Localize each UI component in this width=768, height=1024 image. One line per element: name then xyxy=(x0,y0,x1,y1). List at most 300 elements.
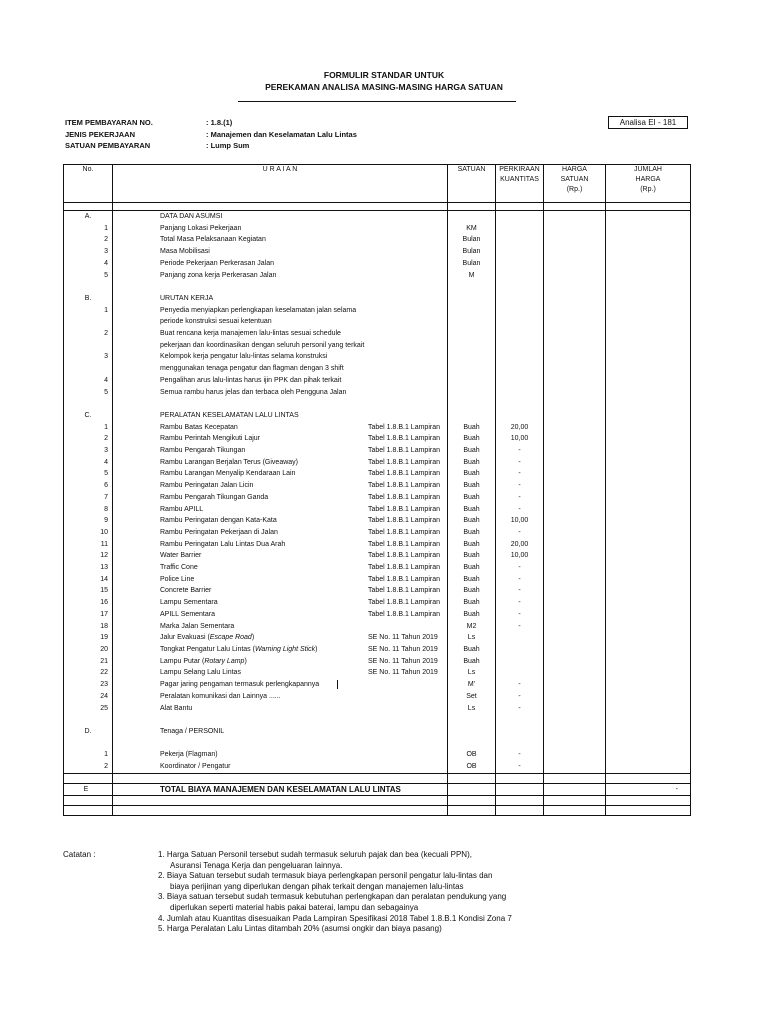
row-number: 5 xyxy=(64,270,113,282)
row-satuan: Buah xyxy=(448,492,496,504)
row-number: 13 xyxy=(64,562,113,574)
row-satuan: Buah xyxy=(448,457,496,469)
row-number: 7 xyxy=(64,492,113,504)
table-row xyxy=(64,363,691,375)
empty-cell xyxy=(496,258,544,270)
section-code: A. xyxy=(64,211,113,223)
empty-cell xyxy=(606,340,691,352)
row-description: Buat rencana kerja manajemen lalu-lintas sesuai schedule xyxy=(113,328,448,340)
row-satuan: Buah xyxy=(448,656,496,668)
note-item-cont: Asuransi Tenaga Kerja dan pengeluaran lainnya. xyxy=(170,860,343,870)
gap-cell xyxy=(64,398,113,410)
row-description: Pekerja (Flagman) xyxy=(113,749,448,761)
row-number: 9 xyxy=(64,515,113,527)
empty-cell xyxy=(544,258,606,270)
item-name: Peralatan komunikasi dan Lainnya ...... xyxy=(160,692,281,700)
empty-cell xyxy=(544,632,606,644)
table-row xyxy=(64,445,691,457)
empty-cell xyxy=(606,805,691,815)
empty-cell xyxy=(544,504,606,516)
row-kuantitas: 10,00 xyxy=(496,550,544,562)
row-kuantitas: - xyxy=(496,621,544,633)
table-row xyxy=(64,773,691,783)
empty-cell xyxy=(606,258,691,270)
empty-cell xyxy=(544,351,606,363)
table-row xyxy=(64,305,691,317)
row-number: 21 xyxy=(64,656,113,668)
item-name: Rambu Peringatan Jalan Licin xyxy=(160,482,254,490)
row-description xyxy=(113,480,448,492)
item-name: Concrete Barrier xyxy=(160,587,212,595)
item-reference: Tabel 1.8.B.1 Lampiran xyxy=(368,447,440,455)
empty-cell xyxy=(606,667,691,679)
item-reference: SE No. 11 Tahun 2019 xyxy=(368,669,438,677)
row-description: Panjang Lokasi Pekerjaan xyxy=(113,223,448,235)
table-row xyxy=(64,351,691,363)
table-row xyxy=(64,574,691,586)
empty-cell xyxy=(606,632,691,644)
empty-cell xyxy=(606,293,691,305)
empty-cell xyxy=(606,562,691,574)
gap-cell xyxy=(113,714,448,726)
table-row xyxy=(64,515,691,527)
empty-cell xyxy=(544,305,606,317)
empty-cell xyxy=(544,433,606,445)
item-name-tail: ) xyxy=(315,645,318,653)
row-kuantitas: - xyxy=(496,585,544,597)
empty-cell xyxy=(496,270,544,282)
item-name-italic: Rotary Lamp xyxy=(204,657,245,665)
empty-cell xyxy=(544,761,606,773)
row-satuan: M2 xyxy=(448,621,496,633)
table-row xyxy=(64,258,691,270)
table-row xyxy=(64,539,691,551)
title-underline xyxy=(238,101,516,102)
empty-cell xyxy=(544,574,606,586)
empty-cell xyxy=(606,761,691,773)
empty-cell xyxy=(606,656,691,668)
empty-cell xyxy=(544,805,606,815)
table-row xyxy=(64,749,691,761)
row-description xyxy=(113,515,448,527)
row-kuantitas: - xyxy=(496,480,544,492)
row-satuan: Buah xyxy=(448,539,496,551)
empty-cell xyxy=(496,293,544,305)
empty-cell xyxy=(544,749,606,761)
empty-cell xyxy=(448,714,496,726)
empty-cell xyxy=(544,691,606,703)
empty-cell xyxy=(496,363,544,375)
row-description xyxy=(113,667,448,679)
empty-cell xyxy=(544,270,606,282)
item-name: Traffic Cone xyxy=(160,564,198,572)
item-reference: SE No. 11 Tahun 2019 xyxy=(368,634,438,642)
empty-cell xyxy=(496,783,544,795)
empty-cell xyxy=(606,387,691,399)
row-kuantitas: - xyxy=(496,761,544,773)
item-name: Rambu Peringatan Lalu Lintas Dua Arah xyxy=(160,540,286,548)
empty-cell xyxy=(606,328,691,340)
row-description: Penyedia menyiapkan perlengkapan keselamatan jalan selama xyxy=(113,305,448,317)
row-satuan: Bulan xyxy=(448,234,496,246)
row-kuantitas: 10,00 xyxy=(496,433,544,445)
spacer-cell xyxy=(606,203,691,211)
empty-cell xyxy=(606,410,691,422)
empty-cell xyxy=(606,515,691,527)
empty-cell xyxy=(496,805,544,815)
row-number: 15 xyxy=(64,585,113,597)
row-description: Masa Mobilisasi xyxy=(113,246,448,258)
empty-cell xyxy=(496,795,544,805)
row-number: 1 xyxy=(64,223,113,235)
rule-cell xyxy=(113,773,448,783)
table-row xyxy=(64,422,691,434)
item-reference: Tabel 1.8.B.1 Lampiran xyxy=(368,458,440,466)
empty-cell xyxy=(448,351,496,363)
row-kuantitas: - xyxy=(496,609,544,621)
item-name: Rambu Batas Kecepatan xyxy=(160,423,238,431)
item-reference: Tabel 1.8.B.1 Lampiran xyxy=(368,552,440,560)
empty-cell xyxy=(606,726,691,738)
item-reference: Tabel 1.8.B.1 Lampiran xyxy=(368,482,440,490)
row-description xyxy=(113,597,448,609)
table-row xyxy=(64,480,691,492)
empty-cell xyxy=(606,574,691,586)
row-number: 11 xyxy=(64,539,113,551)
row-kuantitas: 20,00 xyxy=(496,422,544,434)
row-number: 5 xyxy=(64,468,113,480)
empty-cell xyxy=(606,398,691,410)
empty-cell xyxy=(606,703,691,715)
empty-cell xyxy=(496,305,544,317)
row-number: 1 xyxy=(64,305,113,317)
row-number: 3 xyxy=(64,351,113,363)
table-row xyxy=(64,270,691,282)
empty-cell xyxy=(606,316,691,328)
empty-cell xyxy=(496,738,544,750)
item-name: Rambu Larangan Menyalip Kendaraan Lain xyxy=(160,470,296,478)
row-description xyxy=(113,585,448,597)
row-number: 3 xyxy=(64,445,113,457)
item-reference: Tabel 1.8.B.1 Lampiran xyxy=(368,528,440,536)
row-satuan: Buah xyxy=(448,445,496,457)
empty-cell xyxy=(606,433,691,445)
table-row xyxy=(64,644,691,656)
item-reference: Tabel 1.8.B.1 Lampiran xyxy=(368,587,440,595)
table-row xyxy=(64,726,691,738)
spacer-cell xyxy=(496,203,544,211)
empty-cell xyxy=(496,375,544,387)
table-row xyxy=(64,234,691,246)
row-description xyxy=(113,644,448,656)
notes-label: Catatan : xyxy=(63,850,96,859)
row-description xyxy=(113,527,448,539)
total-code: E xyxy=(64,783,113,795)
empty-cell xyxy=(544,679,606,691)
row-description xyxy=(113,504,448,516)
row-satuan: Buah xyxy=(448,597,496,609)
empty-cell xyxy=(496,714,544,726)
row-description xyxy=(113,632,448,644)
empty-cell xyxy=(448,387,496,399)
empty-cell xyxy=(496,316,544,328)
empty-cell xyxy=(448,328,496,340)
item-reference: Tabel 1.8.B.1 Lampiran xyxy=(368,564,440,572)
empty-cell xyxy=(544,246,606,258)
table-row xyxy=(64,761,691,773)
table-row xyxy=(64,281,691,293)
table-row xyxy=(64,398,691,410)
item-name-italic: Escape Road xyxy=(209,634,252,642)
row-kuantitas xyxy=(496,656,544,668)
jenis-value: : Manajemen dan Keselamatan Lalu Lintas xyxy=(206,130,357,139)
total-label: TOTAL BIAYA MANAJEMEN DAN KESELAMATAN LALU LINTAS xyxy=(113,783,448,795)
header-satuan: SATUAN xyxy=(448,165,496,203)
table-row xyxy=(64,457,691,469)
empty-cell xyxy=(544,539,606,551)
empty-cell xyxy=(448,340,496,352)
row-number: 5 xyxy=(64,387,113,399)
empty-cell xyxy=(606,679,691,691)
empty-cell xyxy=(448,293,496,305)
row-description xyxy=(113,574,448,586)
table-row xyxy=(64,504,691,516)
table-row xyxy=(64,679,691,691)
table-row xyxy=(64,223,691,235)
table-row xyxy=(64,527,691,539)
empty-cell xyxy=(496,211,544,223)
table-row xyxy=(64,597,691,609)
row-number: 2 xyxy=(64,761,113,773)
table-row xyxy=(64,550,691,562)
row-number: 4 xyxy=(64,375,113,387)
row-number-cont xyxy=(64,340,113,352)
spacer-cell xyxy=(64,203,113,211)
empty-cell xyxy=(606,211,691,223)
empty-cell xyxy=(448,363,496,375)
row-description xyxy=(113,621,448,633)
row-satuan: Buah xyxy=(448,515,496,527)
row-description xyxy=(113,445,448,457)
empty-cell xyxy=(606,375,691,387)
row-description-cont: pekerjaan dan koordinasikan dengan seluruh personil yang terkait xyxy=(113,340,448,352)
empty-cell xyxy=(448,410,496,422)
row-satuan: Ls xyxy=(448,632,496,644)
item-name: Jalur Evakuasi ( xyxy=(160,634,210,642)
section-title: PERALATAN KESELAMATAN LALU LINTAS xyxy=(113,410,448,422)
empty-cell xyxy=(544,644,606,656)
row-satuan: OB xyxy=(448,761,496,773)
item-reference: Tabel 1.8.B.1 Lampiran xyxy=(368,517,440,525)
table-row xyxy=(64,293,691,305)
total-value: - xyxy=(606,783,691,795)
empty-cell xyxy=(606,351,691,363)
row-satuan: Set xyxy=(448,691,496,703)
item-name-italic: Warning Light Stick xyxy=(254,645,316,653)
note-item: 5. Harga Peralatan Lalu Lintas ditambah 20% (asumsi ongkir dan biaya pasang) xyxy=(158,924,442,934)
empty-cell xyxy=(496,398,544,410)
empty-cell xyxy=(544,656,606,668)
item-reference: Tabel 1.8.B.1 Lampiran xyxy=(368,423,440,431)
row-satuan: M xyxy=(448,270,496,282)
note-item: 1. Harga Satuan Personil tersebut sudah termasuk seluruh pajak dan bea (kecuali PPN), xyxy=(158,850,472,859)
table-row xyxy=(64,203,691,211)
row-number-cont xyxy=(64,363,113,375)
item-name: Lampu Selang Lalu Lintas xyxy=(160,669,241,677)
row-satuan: Buah xyxy=(448,574,496,586)
row-number: 1 xyxy=(64,422,113,434)
empty-cell xyxy=(496,234,544,246)
table-row xyxy=(64,316,691,328)
item-name: Police Line xyxy=(160,575,195,583)
notes-list xyxy=(158,850,628,935)
row-satuan: Buah xyxy=(448,433,496,445)
row-satuan: Ls xyxy=(448,703,496,715)
row-description: Total Masa Pelaksanaan Kegiatan xyxy=(113,234,448,246)
row-number: 4 xyxy=(64,258,113,270)
empty-cell xyxy=(544,363,606,375)
table-row xyxy=(64,703,691,715)
empty-cell xyxy=(448,773,496,783)
row-number: 12 xyxy=(64,550,113,562)
row-number: 2 xyxy=(64,234,113,246)
empty-cell xyxy=(544,773,606,783)
section-title: DATA DAN ASUMSI xyxy=(113,211,448,223)
section-code: D. xyxy=(64,726,113,738)
empty-cell xyxy=(544,492,606,504)
after-cell xyxy=(64,805,113,815)
row-kuantitas xyxy=(496,632,544,644)
row-kuantitas xyxy=(496,644,544,656)
table-row xyxy=(64,468,691,480)
item-name: Marka Jalan Sementara xyxy=(160,622,235,630)
item-name-tail: ) xyxy=(244,657,247,665)
row-description: Periode Pekerjaan Perkerasan Jalan xyxy=(113,258,448,270)
empty-cell xyxy=(544,609,606,621)
spacer-cell xyxy=(448,203,496,211)
empty-cell xyxy=(544,398,606,410)
empty-cell xyxy=(606,270,691,282)
row-satuan: Buah xyxy=(448,422,496,434)
total-row xyxy=(64,783,691,795)
row-description xyxy=(113,703,448,715)
row-satuan: KM xyxy=(448,223,496,235)
row-number: 22 xyxy=(64,667,113,679)
empty-cell xyxy=(448,783,496,795)
item-reference: Tabel 1.8.B.1 Lampiran xyxy=(368,505,440,513)
note-item-cont: biaya perijinan yang diperlukan dengan pihak terkait dengan manajemen lalu-lintas xyxy=(170,881,464,891)
row-number: 16 xyxy=(64,597,113,609)
item-value: : 1.8.(1) xyxy=(206,118,233,127)
row-description xyxy=(113,679,448,691)
table-row xyxy=(64,387,691,399)
row-description: Panjang zona kerja Perkerasan Jalan xyxy=(113,270,448,282)
table-row xyxy=(64,211,691,223)
row-kuantitas: - xyxy=(496,597,544,609)
row-description: Semua rambu harus jelas dan terbaca oleh Pengguna Jalan xyxy=(113,387,448,399)
table-row xyxy=(64,691,691,703)
empty-cell xyxy=(606,795,691,805)
table-row xyxy=(64,328,691,340)
row-description-cont: menggunakan tenaga pengatur dan flagman dengan 3 shift xyxy=(113,363,448,375)
section-title: Tenaga / PERSONIL xyxy=(113,726,448,738)
table-row xyxy=(64,410,691,422)
item-reference: Tabel 1.8.B.1 Lampiran xyxy=(368,599,440,607)
row-number: 10 xyxy=(64,527,113,539)
table-row xyxy=(64,805,691,815)
empty-cell xyxy=(606,445,691,457)
item-name: Rambu Larangan Berjalan Terus (Giveaway) xyxy=(160,458,298,466)
table-row xyxy=(64,433,691,445)
empty-cell xyxy=(544,621,606,633)
empty-cell xyxy=(544,422,606,434)
gap-cell xyxy=(113,398,448,410)
empty-cell xyxy=(448,211,496,223)
row-description xyxy=(113,422,448,434)
row-number: 8 xyxy=(64,504,113,516)
item-name: Rambu Pengarah Tikungan Ganda xyxy=(160,493,269,501)
empty-cell xyxy=(496,281,544,293)
item-name: Rambu Peringatan Pekerjaan di Jalan xyxy=(160,528,278,536)
empty-cell xyxy=(544,726,606,738)
empty-cell xyxy=(544,480,606,492)
empty-cell xyxy=(496,410,544,422)
empty-cell xyxy=(544,703,606,715)
note-item-cont: diperlukan seperti material habis pakai baterai, lampu dan sebagainya xyxy=(170,902,419,912)
gap-cell xyxy=(113,281,448,293)
row-number: 18 xyxy=(64,621,113,633)
header-kuantitas: PERKIRAAN KUANTITAS xyxy=(496,165,544,203)
empty-cell xyxy=(448,305,496,317)
empty-cell xyxy=(544,234,606,246)
item-name: Alat Bantu xyxy=(160,704,193,712)
header-uraian: U R A I A N xyxy=(113,165,448,203)
empty-cell xyxy=(606,468,691,480)
row-satuan: Buah xyxy=(448,562,496,574)
empty-cell xyxy=(544,445,606,457)
row-kuantitas: - xyxy=(496,679,544,691)
item-reference: Tabel 1.8.B.1 Lampiran xyxy=(368,493,440,501)
table-row xyxy=(64,714,691,726)
empty-cell xyxy=(544,211,606,223)
table-header-row xyxy=(64,165,691,203)
empty-cell xyxy=(448,281,496,293)
item-reference: Tabel 1.8.B.1 Lampiran xyxy=(368,610,440,618)
empty-cell xyxy=(606,644,691,656)
note-item: 2. Biaya Satuan tersebut sudah termasuk biaya perlengkapan personil pengatur lalu-lintas dan xyxy=(158,871,493,881)
row-kuantitas: - xyxy=(496,457,544,469)
empty-cell xyxy=(544,293,606,305)
row-kuantitas: - xyxy=(496,492,544,504)
empty-cell xyxy=(544,585,606,597)
empty-cell xyxy=(544,562,606,574)
empty-cell xyxy=(606,246,691,258)
row-number: 6 xyxy=(64,480,113,492)
row-kuantitas: - xyxy=(496,527,544,539)
empty-cell xyxy=(606,305,691,317)
item-name: Lampu Sementara xyxy=(160,599,218,607)
rule-cell xyxy=(64,773,113,783)
table-row xyxy=(64,562,691,574)
empty-cell xyxy=(544,795,606,805)
empty-cell xyxy=(496,726,544,738)
empty-cell xyxy=(496,340,544,352)
section-title: URUTAN KERJA xyxy=(113,293,448,305)
item-label: ITEM PEMBAYARAN NO. xyxy=(65,118,153,127)
empty-cell xyxy=(544,550,606,562)
row-description xyxy=(113,468,448,480)
empty-cell xyxy=(544,667,606,679)
